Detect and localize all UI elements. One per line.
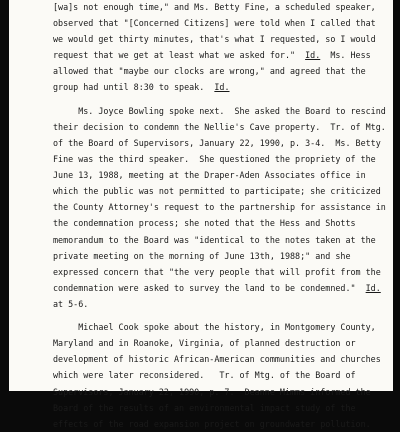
text-line bbox=[53, 280, 383, 296]
text-line bbox=[53, 135, 383, 151]
text-run: Maryland and in Roanoke, Virginia, of planned destruction or bbox=[53, 338, 356, 349]
document-page bbox=[9, 0, 393, 429]
text-run: Supervisors, January 22, 1990, p. 7. Deanne Mimms informed the bbox=[53, 386, 371, 397]
text-run: Fine was the third speaker. She questioned the propriety of the bbox=[53, 154, 376, 165]
text-line bbox=[53, 416, 383, 432]
citation-id: Id. bbox=[214, 82, 230, 93]
text-run: the County Attorney's request to the partnership for assistance in bbox=[53, 202, 386, 213]
text-run: development of historic African-American communities and churches bbox=[53, 354, 381, 365]
text-line bbox=[53, 296, 383, 312]
paragraph-3 bbox=[53, 319, 383, 432]
text-line bbox=[53, 15, 383, 31]
document-body bbox=[53, 0, 386, 432]
text-run: condemnation were asked to survey the land to be condemned." bbox=[53, 282, 366, 293]
text-run: request that we get at least what we asked for." bbox=[53, 50, 306, 61]
text-line bbox=[53, 384, 383, 400]
text-line bbox=[53, 63, 383, 79]
text-run: their decision to condemn the Nellie's Cave property. Tr. of Mtg. bbox=[53, 121, 386, 132]
paragraph-gap bbox=[53, 312, 383, 319]
text-run: Michael Cook spoke about the history, in Montgomery County, bbox=[53, 322, 376, 333]
text-line bbox=[53, 400, 383, 416]
text-line bbox=[53, 319, 383, 335]
text-run: group had until 8:30 to speak. bbox=[53, 82, 215, 93]
text-run: at 5-6. bbox=[53, 298, 89, 309]
text-line bbox=[53, 248, 383, 264]
text-line bbox=[53, 151, 383, 167]
text-run: Ms. Joyce Bowling spoke next. She asked the Board to rescind bbox=[53, 105, 386, 116]
text-run: June 13, 1988, meeting at the Draper-Aden Associates office in bbox=[53, 170, 366, 181]
text-line bbox=[53, 367, 383, 383]
text-run: which the public was not permitted to participate; she criticized bbox=[53, 186, 381, 197]
text-run: observed that "[Concerned Citizens] were told when I called that bbox=[53, 18, 376, 29]
text-run: the condemnation process; she noted that the Hess and Shotts bbox=[53, 218, 356, 229]
text-run: private meeting on the morning of June 13th, 1988;" and she bbox=[53, 250, 351, 261]
text-run: Board of the results of an environmental impact study of the bbox=[53, 402, 356, 413]
paragraph-gap bbox=[53, 96, 383, 103]
paragraph-1 bbox=[53, 0, 383, 96]
text-line bbox=[53, 119, 386, 135]
text-line bbox=[53, 351, 383, 367]
citation-id: Id. bbox=[365, 282, 381, 293]
text-run: [wa]s not enough time," and Ms. Betty Fine, a scheduled speaker, bbox=[53, 2, 376, 12]
text-line bbox=[53, 167, 383, 183]
text-run: which were later reconsidered. Tr. of Mtg. of the Board of bbox=[53, 370, 356, 381]
text-run: memorandum to the Board was "identical to the notes taken at the bbox=[53, 234, 376, 245]
text-line bbox=[53, 215, 383, 231]
text-run: of the Board of Supervisors, January 22, 1990, p. 3-4. Ms. Betty bbox=[53, 137, 381, 148]
text-line bbox=[53, 47, 383, 63]
text-line bbox=[53, 0, 383, 15]
text-run: allowed that "maybe our clocks are wrong," and agreed that the bbox=[53, 66, 366, 77]
text-line bbox=[53, 79, 383, 95]
text-run: effects of the road expansion project on groundwater pollution. bbox=[53, 418, 371, 429]
paragraph-2 bbox=[53, 103, 386, 312]
text-line bbox=[53, 103, 386, 119]
text-line bbox=[53, 199, 386, 215]
citation-id: Id. bbox=[305, 50, 321, 61]
text-line bbox=[53, 232, 383, 248]
text-line bbox=[53, 264, 383, 280]
text-line bbox=[53, 31, 383, 47]
text-line bbox=[53, 335, 383, 351]
text-line bbox=[53, 183, 383, 199]
text-run: Ms. Hess bbox=[320, 50, 371, 61]
text-run: we would get thirty minutes, that's what I requested, so I would bbox=[53, 34, 376, 45]
text-run: expressed concern that "the very people that will profit from the bbox=[53, 266, 381, 277]
